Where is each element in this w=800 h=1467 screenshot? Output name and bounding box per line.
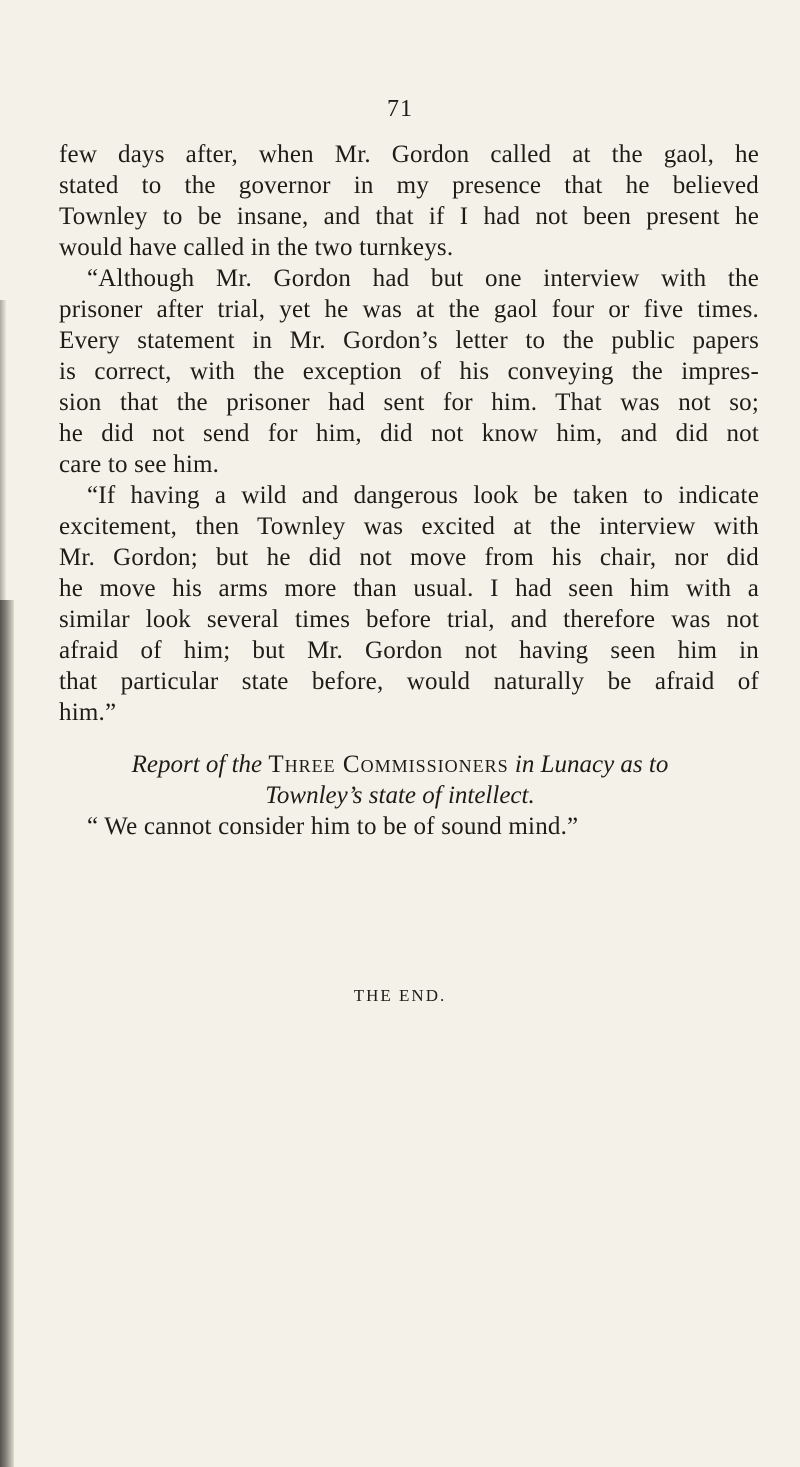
text-line: “Although Mr. Gordon had but one interview with the — [87, 265, 759, 292]
caption-part-2: Three Commissioners — [268, 751, 509, 778]
text-line: Every statement in Mr. Gordon’s letter to the public papers — [59, 327, 759, 354]
text-line: stated to the governor in my presence that he believed — [59, 172, 759, 199]
the-end-mark: THE END. — [353, 986, 447, 1005]
text-line: he move his arms more than usual. I had seen him with a — [59, 575, 759, 602]
commissioners-quote: “ We cannot consider him to be of sound mind.” — [87, 813, 579, 840]
report-caption — [0, 750, 800, 780]
text-line: that particular state before, would naturally be afraid of — [59, 668, 759, 695]
gutter-shadow — [0, 600, 14, 1467]
page-number: 71 — [387, 96, 413, 122]
text-line: excitement, then Townley was excited at the interview with — [59, 513, 759, 540]
text-line: sion that the prisoner had sent for him. That was not so; — [59, 389, 759, 416]
text-line: afraid of him; but Mr. Gordon not having seen him in — [59, 637, 759, 664]
text-line: “If having a wild and dangerous look be taken to indicate — [87, 482, 759, 509]
text-line: similar look several times before trial, and therefore was not — [59, 606, 759, 633]
text-line: care to see him. — [59, 451, 220, 478]
caption-part-1: Report of the — [131, 751, 263, 778]
text-line: is correct, with the exception of his conveying the impres- — [59, 358, 759, 385]
report-caption-line-2 — [0, 781, 800, 811]
caption-part-3: in Lunacy as to — [514, 751, 669, 778]
text-line: him.” — [59, 699, 117, 726]
text-line: he did not send for him, did not know him, and did not — [59, 420, 759, 447]
text-line: Mr. Gordon; but he did not move from his chair, nor did — [59, 544, 759, 571]
text-line: would have called in the two turnkeys. — [59, 234, 454, 261]
caption-line-2: Townley’s state of intellect. — [265, 782, 535, 809]
text-line: prisoner after trial, yet he was at the gaol four or five times. — [59, 296, 759, 323]
text-line: few days after, when Mr. Gordon called at the gaol, he — [59, 141, 759, 168]
text-line: Townley to be insane, and that if I had not been present he — [59, 203, 759, 230]
gutter-shadow-upper — [0, 300, 6, 600]
